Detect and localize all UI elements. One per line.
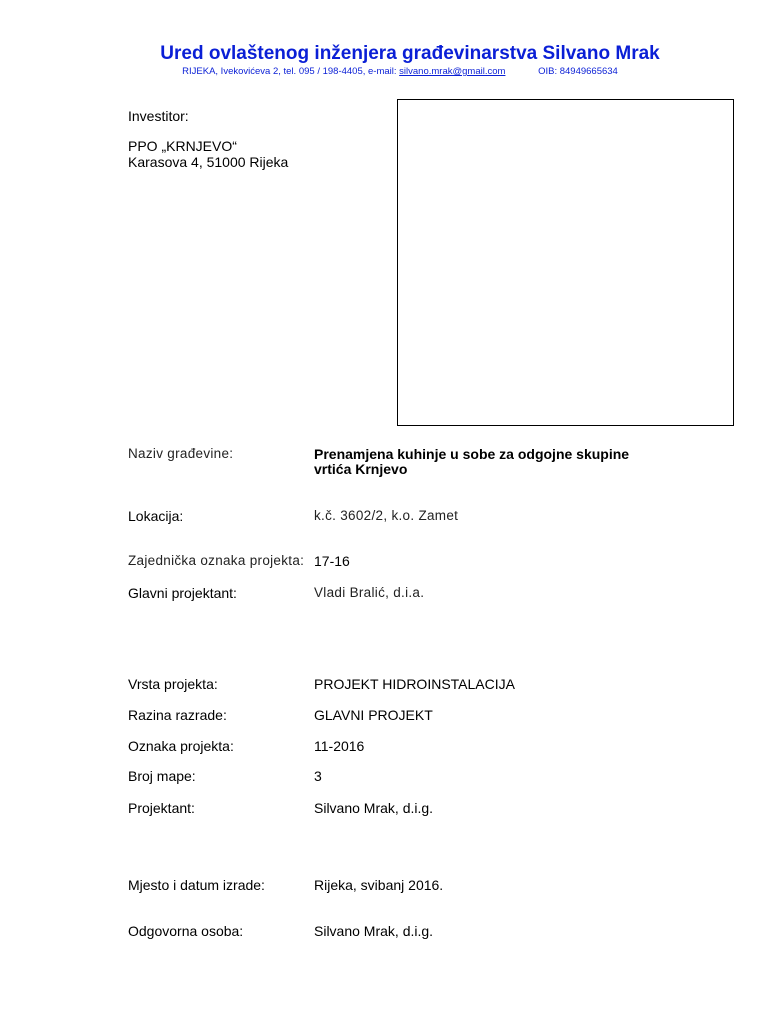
responsible-person-value: Silvano Mrak, d.i.g. <box>314 923 434 939</box>
folder-number-value: 3 <box>314 768 322 784</box>
chief-designer-value: Vladi Bralić, d.i.a. <box>314 585 425 600</box>
project-code-value: 11-2016 <box>314 738 365 754</box>
building-value-line1: Prenamjena kuhinje u sobe za odgojne skupine <box>314 446 630 462</box>
folder-number-label: Broj mape: <box>128 768 196 784</box>
company-title: Ured ovlaštenog inženjera građevinarstva Silvano Mrak <box>160 43 660 64</box>
location-value: k.č. 3602/2, k.o. Zamet <box>314 508 459 523</box>
elaboration-level-value: GLAVNI PROJEKT <box>314 707 433 723</box>
common-code-label: Zajednička oznaka projekta: <box>128 553 305 568</box>
project-type-label: Vrsta projekta: <box>128 676 218 692</box>
company-contact-line <box>0 66 768 77</box>
stamp-box <box>397 99 734 426</box>
project-type-value: PROJEKT HIDROINSTALACIJA <box>314 676 515 692</box>
place-date-label: Mjesto i datum izrade: <box>128 877 265 893</box>
building-value-line2: vrtića Krnjevo <box>314 461 408 477</box>
elaboration-level-label: Razina razrade: <box>128 707 227 723</box>
investor-address: Karasova 4, 51000 Rijeka <box>128 154 289 170</box>
place-date-value: Rijeka, svibanj 2016. <box>314 877 444 893</box>
project-code-label: Oznaka projekta: <box>128 738 234 754</box>
designer-label: Projektant: <box>128 800 195 816</box>
responsible-person-label: Odgovorna osoba: <box>128 923 244 939</box>
investor-label: Investitor: <box>128 108 189 124</box>
company-oib: OIB: 84949665634 <box>538 66 618 77</box>
investor-name: PPO „KRNJEVO“ <box>128 138 237 154</box>
building-label: Naziv građevine: <box>128 446 234 461</box>
email-link[interactable]: silvano.mrak@gmail.com <box>399 66 506 77</box>
common-code-value: 17-16 <box>314 553 350 569</box>
location-label: Lokacija: <box>128 508 184 524</box>
chief-designer-label: Glavni projektant: <box>128 585 237 601</box>
company-address: RIJEKA, Ivekovićeva 2, tel. 095 / 198-4405, e-mail: <box>182 66 397 77</box>
designer-value: Silvano Mrak, d.i.g. <box>314 800 434 816</box>
